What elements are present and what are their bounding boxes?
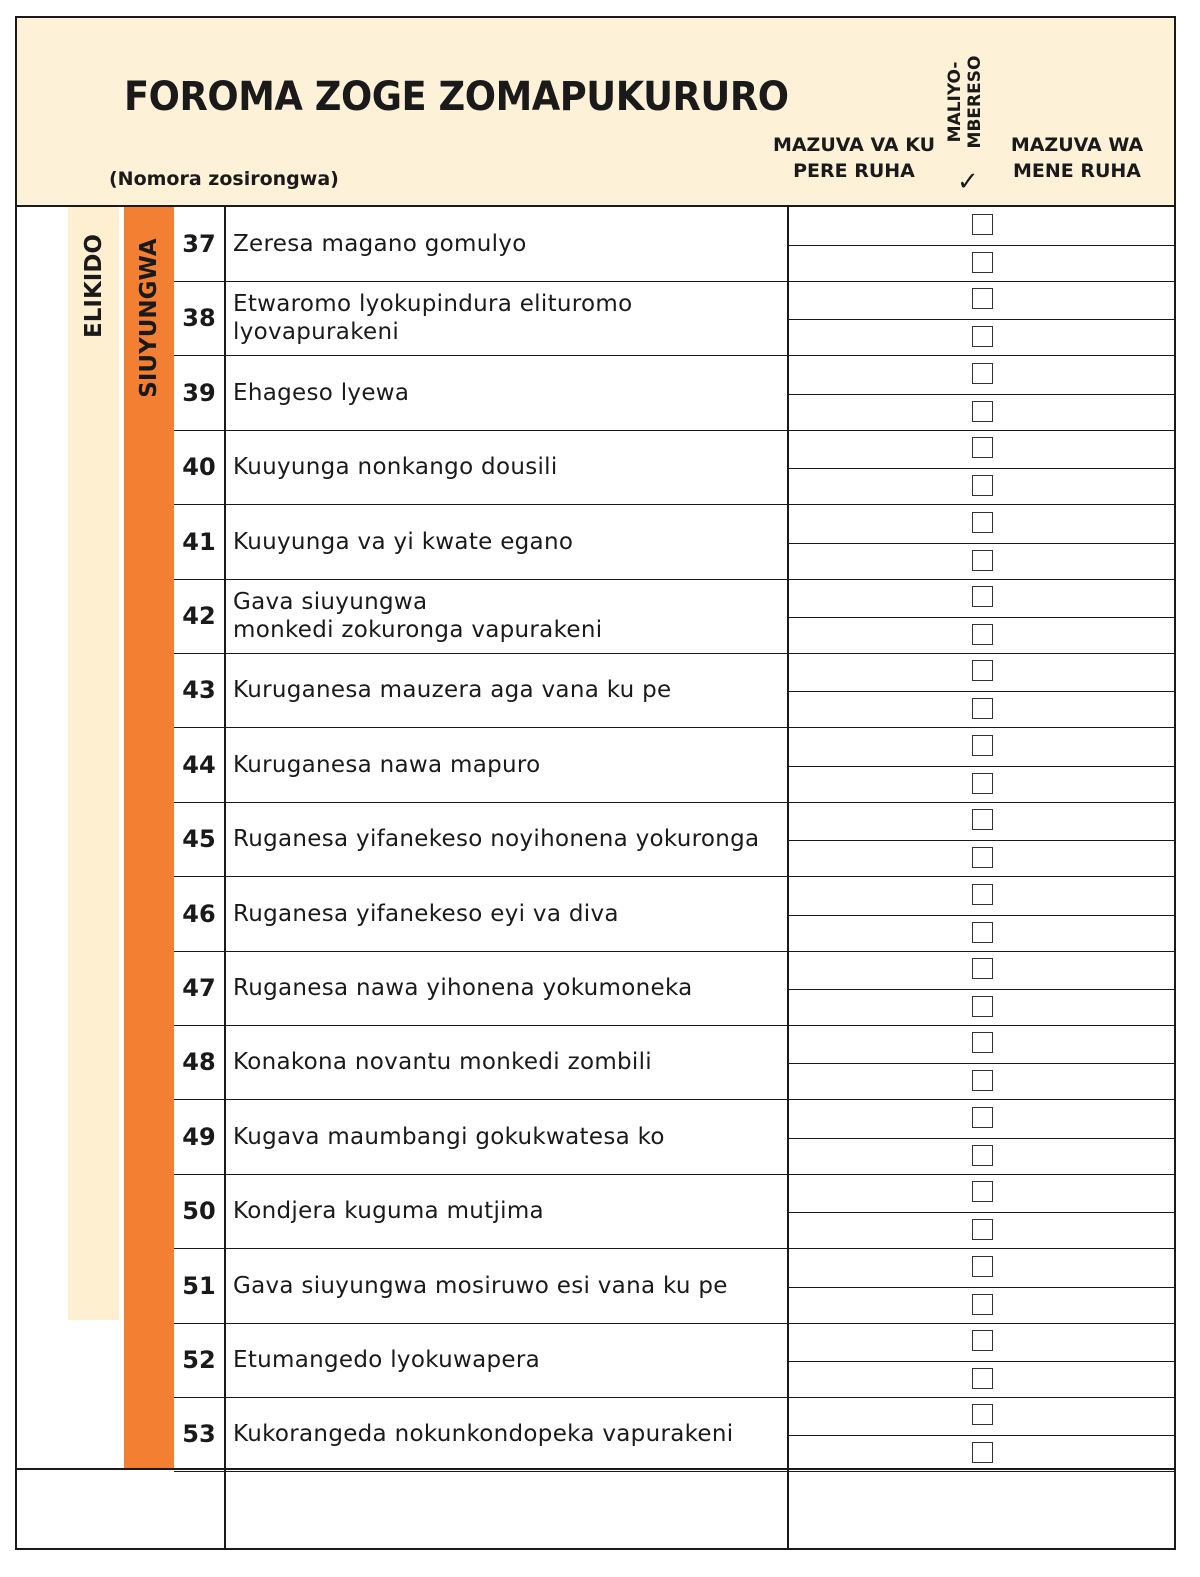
column-header-last-day: MAZUVA WA MENE RUHA <box>1010 134 1144 182</box>
checkbox-last[interactable] <box>972 401 993 422</box>
row-label-text: Kuuyunga nonkango dousili <box>233 454 558 481</box>
checkbox-first[interactable] <box>972 363 993 384</box>
form-title: FOROMA ZOGE ZOMAPUKURURO <box>124 74 789 120</box>
row-number: 41 <box>182 527 216 556</box>
row-label-text: Etwaromo lyokupindura elituromo lyovapurakeni <box>233 291 633 346</box>
checkbox-last[interactable] <box>972 773 993 794</box>
row-label <box>233 505 783 579</box>
band-elikido-label: ELIKIDO <box>80 234 107 338</box>
row-label-text: Konakona novantu monkedi zombili <box>233 1049 652 1076</box>
checkbox-last[interactable] <box>972 698 993 719</box>
checkbox-last[interactable] <box>972 550 993 571</box>
row-half-divider <box>789 617 1176 618</box>
checkbox-first[interactable] <box>972 586 993 607</box>
row-label-text: Ruganesa nawa yihonena yokumoneka <box>233 975 693 1001</box>
row-number: 53 <box>182 1420 216 1449</box>
column-header-check-label: MALIYO- MBERESO <box>945 55 985 149</box>
row-label-text: Kuruganesa nawa mapuro <box>233 751 541 778</box>
row-label-text: Ehageso lyewa <box>233 379 410 406</box>
row-number: 39 <box>182 378 216 407</box>
row-label-text: Kondjera kuguma mutjima <box>233 1198 544 1225</box>
row-half-divider <box>789 989 1176 990</box>
checkbox-first[interactable] <box>972 958 993 979</box>
form-subtitle: (Nomora zosirongwa) <box>109 168 339 190</box>
band-elikido <box>68 207 119 1320</box>
row-label <box>233 1100 783 1174</box>
row-number: 40 <box>182 453 216 482</box>
row-label <box>233 653 783 727</box>
row-number: 45 <box>182 825 216 854</box>
row-label-text: Gava siuyungwa monkedi zokuronga vapurakeni <box>233 589 603 643</box>
checkbox-last[interactable] <box>972 1145 993 1166</box>
checkbox-last[interactable] <box>972 1442 993 1463</box>
checkbox-first[interactable] <box>972 660 993 681</box>
band-siuyungwa-label: SIUYUNGWA <box>136 238 162 398</box>
row-half-divider <box>789 245 1176 246</box>
row-label <box>233 1174 783 1248</box>
row-half-divider <box>789 1361 1176 1362</box>
row-number: 48 <box>182 1048 216 1077</box>
checkbox-last[interactable] <box>972 1368 993 1389</box>
column-header-check <box>940 44 990 160</box>
row-label-text: Etumangedo lyokuwapera <box>233 1347 541 1373</box>
checkbox-first[interactable] <box>972 288 993 309</box>
row-label <box>233 281 783 355</box>
row-label-text: Zeresa magano gomulyo <box>233 231 527 257</box>
row-divider <box>174 1471 1176 1472</box>
checkbox-last[interactable] <box>972 996 993 1017</box>
row-label <box>233 579 783 653</box>
checkbox-first[interactable] <box>972 214 993 235</box>
row-label <box>233 728 783 802</box>
row-label <box>233 430 783 504</box>
row-number: 43 <box>182 676 216 705</box>
checkbox-first[interactable] <box>972 1032 993 1053</box>
checkbox-first[interactable] <box>972 735 993 756</box>
divider-number <box>224 207 226 1550</box>
checkbox-first[interactable] <box>972 1256 993 1277</box>
checkbox-first[interactable] <box>972 437 993 458</box>
row-half-divider <box>789 543 1176 544</box>
checkbox-first[interactable] <box>972 1404 993 1425</box>
row-label-text: Kuuyunga va yi kwate egano <box>233 528 574 555</box>
row-label <box>233 1025 783 1099</box>
row-number: 47 <box>182 974 216 1002</box>
checkbox-last[interactable] <box>972 475 993 496</box>
checkbox-last[interactable] <box>972 252 993 273</box>
row-number: 37 <box>182 230 216 258</box>
checkbox-first[interactable] <box>972 884 993 905</box>
checkbox-last[interactable] <box>972 1219 993 1240</box>
row-number: 44 <box>182 750 216 779</box>
row-label <box>233 1249 783 1323</box>
row-label <box>233 356 783 430</box>
row-label-text: Ruganesa yifanekeso eyi va diva <box>233 900 619 927</box>
checkbox-last[interactable] <box>972 1070 993 1091</box>
row-label <box>233 802 783 876</box>
row-half-divider <box>789 691 1176 692</box>
checkbox-last[interactable] <box>972 847 993 868</box>
checkbox-first[interactable] <box>972 1107 993 1128</box>
row-label <box>233 1323 783 1397</box>
row-half-divider <box>789 1063 1176 1064</box>
row-label <box>233 207 783 281</box>
checkbox-first[interactable] <box>972 1181 993 1202</box>
checkbox-first[interactable] <box>972 809 993 830</box>
row-label <box>233 1397 783 1471</box>
row-label <box>233 951 783 1025</box>
row-half-divider <box>789 840 1176 841</box>
column-header-first-day: MAZUVA VA KU PERE RUHA <box>772 134 936 182</box>
check-icon: ✓ <box>957 167 979 197</box>
checkbox-first[interactable] <box>972 1330 993 1351</box>
checkbox-last[interactable] <box>972 1294 993 1315</box>
checkbox-last[interactable] <box>972 326 993 347</box>
row-half-divider <box>789 1212 1176 1213</box>
row-half-divider <box>789 468 1176 469</box>
row-number: 38 <box>182 304 216 333</box>
row-number: 46 <box>182 899 216 928</box>
checkbox-last[interactable] <box>972 922 993 943</box>
checkbox-first[interactable] <box>972 512 993 533</box>
row-half-divider <box>789 394 1176 395</box>
band-siuyungwa <box>124 207 174 1469</box>
row-label-text: Gava siuyungwa mosiruwo esi vana ku pe <box>233 1272 728 1299</box>
row-label-text: Kukorangeda nokunkondopeka vapurakeni <box>233 1421 734 1448</box>
row-label-text: Kugava maumbangi gokukwatesa ko <box>233 1123 665 1150</box>
row-label <box>233 877 783 951</box>
checkbox-last[interactable] <box>972 624 993 645</box>
row-half-divider <box>789 1138 1176 1139</box>
row-number: 52 <box>182 1346 216 1374</box>
row-number: 50 <box>182 1197 216 1226</box>
divider-dates <box>787 207 789 1550</box>
row-half-divider <box>789 915 1176 916</box>
row-half-divider <box>789 1287 1176 1288</box>
row-number: 49 <box>182 1122 216 1151</box>
row-half-divider <box>789 766 1176 767</box>
row-half-divider <box>789 319 1176 320</box>
row-number: 42 <box>182 602 216 630</box>
row-label-text: Ruganesa yifanekeso noyihonena yokuronga <box>233 826 760 853</box>
row-half-divider <box>789 1435 1176 1436</box>
row-number: 51 <box>182 1271 216 1300</box>
row-label-text: Kuruganesa mauzera aga vana ku pe <box>233 677 672 704</box>
